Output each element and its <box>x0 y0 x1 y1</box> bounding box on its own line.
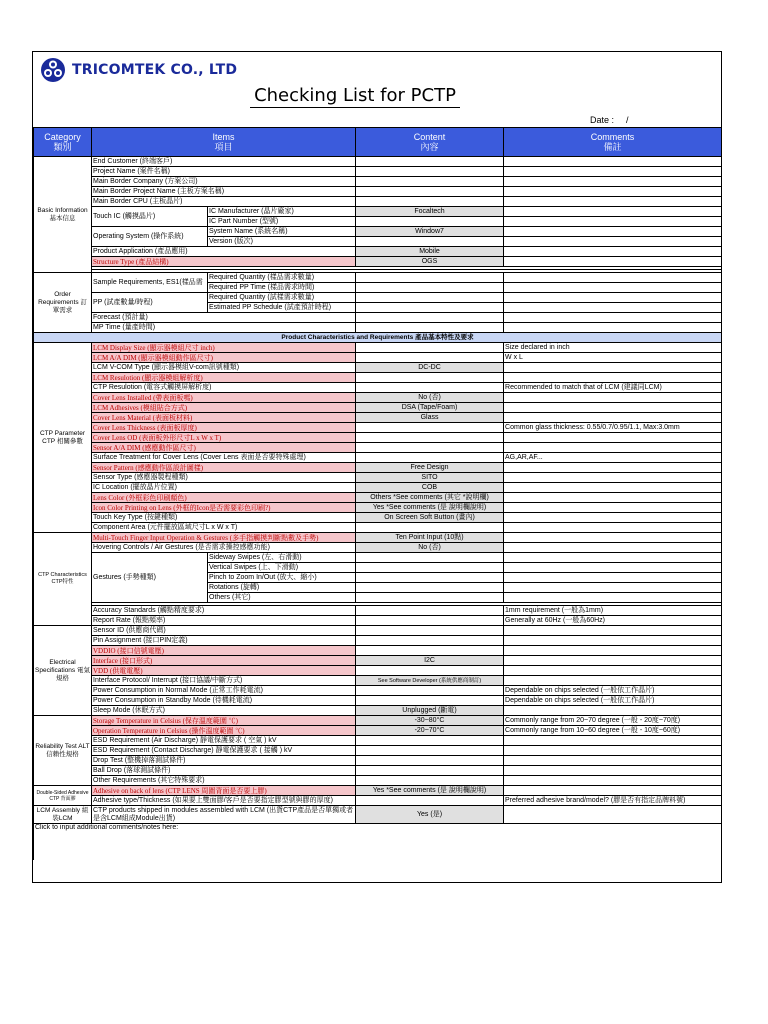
content-dropdown[interactable]: Unplugged (斷電) <box>356 706 504 716</box>
item-label: ESD Requirement (Contact Discharge) 靜電保護要求 ( 接觸 ) kV <box>92 746 356 756</box>
section-header: Product Characteristics and Requirements 產品基本特性及要求 <box>34 333 722 343</box>
item-label: End Customer (終端客戶) <box>92 157 356 167</box>
table-row <box>34 187 722 197</box>
comment-cell[interactable]: Generally at 60Hz (一般為60Hz) <box>504 616 722 626</box>
tricomtek-logo-icon <box>40 57 66 83</box>
table-row <box>34 207 722 217</box>
content-dropdown[interactable]: Focaltech <box>356 207 504 217</box>
category-ctp-characteristics: CTP Characteristics CTP特性 <box>34 533 92 626</box>
table-row <box>34 766 722 776</box>
item-label: VDDIO (接口信號電壓) <box>92 646 356 656</box>
item-label: Touch Key Type (按鍵種類) <box>92 513 356 523</box>
content-cell[interactable] <box>356 217 504 227</box>
item-label: Adhesive type/Thickness (如果要上雙面膠/客戶是否要指定膠型號與膠的厚度) <box>92 796 356 806</box>
item-label: Accuracy Standards (觸點精度要求) <box>92 606 356 616</box>
table-row <box>34 756 722 766</box>
table-row <box>34 177 722 187</box>
comment-cell[interactable] <box>504 593 722 603</box>
item-label: Power Consumption in Standby Mode (待機耗電流) <box>92 696 356 706</box>
content-cell[interactable] <box>356 443 504 453</box>
item-label: Sleep Mode (休眠方式) <box>92 706 356 716</box>
comment-cell[interactable] <box>504 363 722 373</box>
item-label: Main Border Project Name (主板方案名稱) <box>92 187 356 197</box>
comment-cell[interactable]: Common glass thickness: 0.55/0.7/0.95/1.1, Max:3.0mm <box>504 423 722 433</box>
item-label: Storage Temperature in Celsius (保存溫度範圍 ℃) <box>92 716 356 726</box>
item-label: MP Time (量產時間) <box>92 323 356 333</box>
subitem-label: Required PP Time (樣品需求時間) <box>208 283 356 293</box>
table-row <box>34 473 722 483</box>
item-label: LCM Adhesives (模組貼合方式) <box>92 403 356 413</box>
item-label: Cover Lens Thickness (表面板厚度) <box>92 423 356 433</box>
item-label: Icon Color Printing on Lens (外框的Icon是否需要彩色印刷?) <box>92 503 356 513</box>
subitem-label: Required Quantity (樣品需求數量) <box>208 273 356 283</box>
table-row <box>34 227 722 237</box>
table-row <box>34 523 722 533</box>
item-label: Sensor Type (感應器製程種類) <box>92 473 356 483</box>
comment-cell[interactable] <box>504 786 722 796</box>
company-name: TRICOMTEK CO., LTD <box>72 62 238 78</box>
comment-cell[interactable] <box>504 493 722 503</box>
company-logo <box>40 57 237 83</box>
table-row <box>34 433 722 443</box>
content-cell[interactable] <box>356 273 504 283</box>
content-dropdown[interactable]: DC-DC <box>356 363 504 373</box>
comment-cell[interactable] <box>504 533 722 543</box>
content-dropdown[interactable]: Ten Point Input (10點) <box>356 533 504 543</box>
table-row <box>34 606 722 616</box>
comment-cell[interactable] <box>504 473 722 483</box>
category-reliability: Reliability Test ALT 信賴性規格 <box>34 716 92 786</box>
item-label: Structure Type (產品結構) <box>92 257 356 267</box>
table-row <box>34 676 722 686</box>
item-label: Cover Lens Material (表面板材料) <box>92 413 356 423</box>
subitem-label: Rotations (旋轉) <box>208 583 356 593</box>
table-row <box>34 513 722 523</box>
comment-cell[interactable] <box>504 393 722 403</box>
table-row <box>34 157 722 167</box>
date-separator: / <box>626 115 629 125</box>
item-label: Adhesive on back of lens (CTP LENS 周圍背面是否要上膠) <box>92 786 356 796</box>
table-row <box>34 363 722 373</box>
date-label: Date : <box>590 115 615 125</box>
content-cell[interactable] <box>356 746 504 756</box>
comment-cell[interactable] <box>504 776 722 786</box>
subitem-label: Sideway Swipes (左、右滑動) <box>208 553 356 563</box>
table-row <box>34 413 722 423</box>
content-dropdown[interactable]: See Software Developer (系統供應商制訂) <box>356 676 504 686</box>
comment-cell[interactable] <box>504 543 722 553</box>
table-row <box>34 746 722 756</box>
item-label: Interface Protocol/ Interrupt (接口協議/中斷方式) <box>92 676 356 686</box>
comment-cell[interactable] <box>504 766 722 776</box>
comment-cell[interactable] <box>504 676 722 686</box>
header-category: Category 類別 <box>34 128 92 157</box>
table-row <box>34 273 722 283</box>
item-label: CTP Resulotion (電容式觸摸屏解析度) <box>92 383 356 393</box>
content-dropdown[interactable]: SITO <box>356 473 504 483</box>
item-label: LCM V-COM Type (顯示器模組V-com訊號種類) <box>92 363 356 373</box>
page-title: Checking List for PCTP <box>250 85 460 108</box>
content-dropdown[interactable]: DSA (Tape/Foam) <box>356 403 504 413</box>
comment-cell[interactable] <box>504 187 722 197</box>
table-row <box>34 453 722 463</box>
table-row <box>34 636 722 646</box>
table-row <box>34 786 722 796</box>
content-cell[interactable] <box>356 573 504 583</box>
table-row <box>34 726 722 736</box>
subitem-label: Estimated PP Schedule (試產預計時程) <box>208 303 356 313</box>
comment-cell[interactable] <box>504 167 722 177</box>
item-label: Hovering Controls / Air Gestures (是否需求操控感應功能) <box>92 543 356 553</box>
content-cell[interactable] <box>356 157 504 167</box>
category-lcm: LCM Assembly 組裝LCM <box>34 806 92 824</box>
content-dropdown[interactable]: Glass <box>356 413 504 423</box>
table-row <box>34 313 722 323</box>
content-dropdown[interactable]: On Screen Soft Button (畫內) <box>356 513 504 523</box>
subitem-label: Vertical Swipes (上、下滑動) <box>208 563 356 573</box>
date-field[interactable] <box>590 115 629 125</box>
comment-cell[interactable] <box>504 217 722 227</box>
notes-field[interactable]: Click to input additional comments/notes here: <box>34 824 722 861</box>
content-dropdown[interactable]: Yes (是) <box>356 806 504 824</box>
comment-cell[interactable] <box>504 553 722 563</box>
item-label: Sample Requirements, ES1(樣品需 <box>92 273 208 293</box>
subitem-label: Others (其它) <box>208 593 356 603</box>
comment-cell[interactable]: 1mm requirement (一般為1mm) <box>504 606 722 616</box>
content-dropdown[interactable]: Yes *See comments (是 說明欄說明) <box>356 503 504 513</box>
table-row <box>34 393 722 403</box>
table-row <box>34 656 722 666</box>
comment-cell[interactable] <box>504 573 722 583</box>
item-label: Interface (接口形式) <box>92 656 356 666</box>
subitem-label: IC Manufacturer (晶片廠家) <box>208 207 356 217</box>
category-adhesive: Double-Sided Adhesive CTP 背面膠 <box>34 786 92 806</box>
item-label: Cover Lens OD (表面板外形尺寸L x W x T) <box>92 433 356 443</box>
category-order: Order Requirements 訂單需求 <box>34 273 92 333</box>
table-row <box>34 616 722 626</box>
subitem-label: IC Part Number (型號) <box>208 217 356 227</box>
item-label: Cover Lens Installed (帶表面板嗎) <box>92 393 356 403</box>
comment-cell[interactable] <box>504 626 722 636</box>
table-row <box>34 776 722 786</box>
content-cell[interactable] <box>356 313 504 323</box>
content-cell[interactable] <box>356 563 504 573</box>
item-label: Operation Temperature in Celsius (操作溫度範圍 ℃) <box>92 726 356 736</box>
subitem-label: Required Quantity (試樣需求數量) <box>208 293 356 303</box>
table-row <box>34 533 722 543</box>
table-row <box>34 493 722 503</box>
content-dropdown[interactable]: Others *See comments (其它 *說明欄) <box>356 493 504 503</box>
content-cell[interactable] <box>356 433 504 443</box>
table-row <box>34 696 722 706</box>
item-label: Surface Treatment for Cover Lens (Cover Lens 表面是否要特殊處理) <box>92 453 356 463</box>
item-label: IC Location (擺放晶片位置) <box>92 483 356 493</box>
comment-cell[interactable] <box>504 157 722 167</box>
item-label: Product Application (產品應用) <box>92 247 356 257</box>
table-row <box>34 463 722 473</box>
content-dropdown[interactable]: No (否) <box>356 543 504 553</box>
content-dropdown[interactable]: Window7 <box>356 227 504 237</box>
content-cell[interactable] <box>356 583 504 593</box>
content-cell[interactable] <box>356 453 504 463</box>
item-label: Gestures (手勢種類) <box>92 553 208 603</box>
comment-cell[interactable] <box>504 483 722 493</box>
content-dropdown[interactable]: No (否) <box>356 393 504 403</box>
comment-cell[interactable] <box>504 666 722 676</box>
category-ctp-parameter: CTP Parameter CTP 相關參數 <box>34 343 92 533</box>
content-cell[interactable] <box>356 593 504 603</box>
content-cell[interactable] <box>356 766 504 776</box>
content-cell[interactable] <box>356 686 504 696</box>
content-cell[interactable] <box>356 237 504 247</box>
item-label: Component Area (元件擺放區域尺寸L x W x T) <box>92 523 356 533</box>
table-row <box>34 343 722 353</box>
header-content: Content 內容 <box>356 128 504 157</box>
content-cell[interactable] <box>356 167 504 177</box>
table-row <box>34 383 722 393</box>
comment-cell[interactable] <box>504 636 722 646</box>
header-comments: Comments 備註 <box>504 128 722 157</box>
category-basic: Basic Information 基本信息 <box>34 157 92 273</box>
content-cell[interactable] <box>356 776 504 786</box>
comment-cell[interactable] <box>504 656 722 666</box>
content-cell[interactable] <box>356 187 504 197</box>
table-row <box>34 293 722 303</box>
content-cell[interactable] <box>356 796 504 806</box>
item-label: Other Requirements (其它特殊要求) <box>92 776 356 786</box>
comment-cell[interactable] <box>504 413 722 423</box>
comment-cell[interactable] <box>504 736 722 746</box>
table-row <box>34 373 722 383</box>
content-dropdown[interactable]: -30~80°C <box>356 716 504 726</box>
table-row <box>34 553 722 563</box>
table-row <box>34 483 722 493</box>
table-row <box>34 796 722 806</box>
comment-cell[interactable]: AG,AR,AF... <box>504 453 722 463</box>
item-label: Multi-Touch Finger Input Operation & Gestures (多手指觸摸判斷點數及手勢) <box>92 533 356 543</box>
content-cell[interactable] <box>356 323 504 333</box>
table-row <box>34 257 722 267</box>
table-row <box>34 666 722 676</box>
header-items: Items 項目 <box>92 128 356 157</box>
table-row <box>34 247 722 257</box>
comment-cell[interactable]: Recommended to match that of LCM (建議同LCM) <box>504 383 722 393</box>
table-row <box>34 197 722 207</box>
content-cell[interactable] <box>356 423 504 433</box>
item-label: Lens Color (外框彩色印刷顏色) <box>92 493 356 503</box>
content-cell[interactable] <box>356 626 504 636</box>
content-dropdown[interactable]: -20~70°C <box>356 726 504 736</box>
comment-cell[interactable] <box>504 373 722 383</box>
item-label: VDD (供電電壓) <box>92 666 356 676</box>
table-row <box>34 503 722 513</box>
item-label: Sensor Pattern (感應動作區設計圖樣) <box>92 463 356 473</box>
comment-cell[interactable] <box>504 503 722 513</box>
item-label: CTP products shipped in modules assembled with LCM (出貨CTP產品是否單獨或者是含LCM組成Module出貨) <box>92 806 356 824</box>
category-electrical: Electrical Specifications 電氣規格 <box>34 626 92 716</box>
content-cell[interactable] <box>356 756 504 766</box>
item-label: Touch IC (觸摸晶片) <box>92 207 208 227</box>
comment-cell[interactable] <box>504 207 722 217</box>
table-row <box>34 403 722 413</box>
comment-cell[interactable]: Commonly range from 20~70 degree (一般 - 20度~70度) <box>504 716 722 726</box>
content-cell[interactable] <box>356 197 504 207</box>
item-label: Drop Test (整機掉落測試條件) <box>92 756 356 766</box>
comment-cell[interactable] <box>504 257 722 267</box>
table-row <box>34 736 722 746</box>
comment-cell[interactable] <box>504 583 722 593</box>
table-row <box>34 543 722 553</box>
comment-cell[interactable] <box>504 756 722 766</box>
comment-cell[interactable]: Dependable on chips selected (一般依工作晶片) <box>504 686 722 696</box>
table-header-row <box>34 128 722 157</box>
content-cell[interactable] <box>356 343 504 353</box>
content-cell[interactable] <box>356 523 504 533</box>
comment-cell[interactable] <box>504 177 722 187</box>
item-label: ESD Requirement (Air Discharge) 靜電保護要求 ( 空氣 ) kV <box>92 736 356 746</box>
comment-cell[interactable]: Commonly range from 10~60 degree (一般 - 10度~60度) <box>504 726 722 736</box>
content-cell[interactable] <box>356 666 504 676</box>
content-dropdown[interactable]: I2C <box>356 656 504 666</box>
comment-cell[interactable] <box>504 323 722 333</box>
content-cell[interactable] <box>356 383 504 393</box>
content-dropdown[interactable]: Mobile <box>356 247 504 257</box>
item-label: Project Name (案件名稱) <box>92 167 356 177</box>
comment-cell[interactable] <box>504 247 722 257</box>
item-label: Forecast (預計量) <box>92 313 356 323</box>
comment-cell[interactable] <box>504 433 722 443</box>
content-cell[interactable] <box>356 616 504 626</box>
content-cell[interactable] <box>356 736 504 746</box>
item-label: Sensor A/A DIM (感應動作區尺寸) <box>92 443 356 453</box>
comment-cell[interactable] <box>504 403 722 413</box>
comment-cell[interactable] <box>504 197 722 207</box>
table-row <box>34 443 722 453</box>
content-dropdown[interactable]: Free Design <box>356 463 504 473</box>
content-cell[interactable] <box>356 373 504 383</box>
content-cell[interactable] <box>356 696 504 706</box>
table-row <box>34 716 722 726</box>
content-cell[interactable] <box>356 283 504 293</box>
table-row <box>34 806 722 824</box>
comment-cell[interactable] <box>504 303 722 313</box>
comment-cell[interactable] <box>504 563 722 573</box>
item-label: Ball Drop (落球測試條件) <box>92 766 356 776</box>
content-cell[interactable] <box>356 177 504 187</box>
comment-cell[interactable] <box>504 273 722 283</box>
subitem-label: Version (版次) <box>208 237 356 247</box>
subitem-label: Pinch to Zoom In/Out (放大、縮小) <box>208 573 356 583</box>
comment-cell[interactable] <box>504 237 722 247</box>
content-dropdown[interactable]: COB <box>356 483 504 493</box>
comment-cell[interactable]: Preferred adhesive brand/model? (膠是否有指定品牌料號) <box>504 796 722 806</box>
comment-cell[interactable] <box>504 227 722 237</box>
table-row <box>34 167 722 177</box>
table-row <box>34 353 722 363</box>
content-dropdown[interactable]: OGS <box>356 257 504 267</box>
subitem-label: System Name (系統名稱) <box>208 227 356 237</box>
item-label: LCM A/A DIM (顯示器模組動作區尺寸) <box>92 353 356 363</box>
comment-cell[interactable] <box>504 646 722 656</box>
table-row <box>34 706 722 716</box>
table-row <box>34 323 722 333</box>
content-cell[interactable] <box>356 646 504 656</box>
item-label: Report Rate (報點頻率) <box>92 616 356 626</box>
item-label: LCM Resulotion (顯示器模組解析度) <box>92 373 356 383</box>
comment-cell[interactable]: Dependable on chips selected (一般依工作晶片) <box>504 696 722 706</box>
content-cell[interactable] <box>356 353 504 363</box>
content-cell[interactable] <box>356 293 504 303</box>
checklist-table <box>33 127 722 860</box>
comment-cell[interactable] <box>504 806 722 824</box>
notes-row <box>34 824 722 861</box>
item-label: Main Border CPU (主板晶片) <box>92 197 356 207</box>
item-label: Pin Assignment (接口PIN定義) <box>92 636 356 646</box>
item-label: Power Consumption in Normal Mode (正常工作耗電流) <box>92 686 356 696</box>
item-label: Sensor ID (供應商代碼) <box>92 626 356 636</box>
item-label: PP (試產數量/時程) <box>92 293 208 313</box>
table-row <box>34 646 722 656</box>
table-row <box>34 686 722 696</box>
content-cell[interactable] <box>356 553 504 563</box>
item-label: LCM Display Size (顯示器模組尺寸 inch) <box>92 343 356 353</box>
comment-cell[interactable] <box>504 463 722 473</box>
table-row <box>34 423 722 433</box>
item-label: Main Border Company (方案公司) <box>92 177 356 187</box>
comment-cell[interactable] <box>504 293 722 303</box>
content-cell[interactable] <box>356 303 504 313</box>
content-dropdown[interactable]: Yes *See comments (是 說明欄說明) <box>356 786 504 796</box>
comment-cell[interactable] <box>504 283 722 293</box>
comment-cell[interactable] <box>504 706 722 716</box>
content-cell[interactable] <box>356 606 504 616</box>
comment-cell[interactable] <box>504 523 722 533</box>
content-cell[interactable] <box>356 636 504 646</box>
comment-cell[interactable] <box>504 513 722 523</box>
comment-cell[interactable]: Size declared in inch <box>504 343 722 353</box>
table-row <box>34 626 722 636</box>
comment-cell[interactable] <box>504 443 722 453</box>
comment-cell[interactable] <box>504 313 722 323</box>
comment-cell[interactable]: W x L <box>504 353 722 363</box>
item-label: Operating System (操作系統) <box>92 227 208 247</box>
comment-cell[interactable] <box>504 746 722 756</box>
section-header-row <box>34 333 722 343</box>
